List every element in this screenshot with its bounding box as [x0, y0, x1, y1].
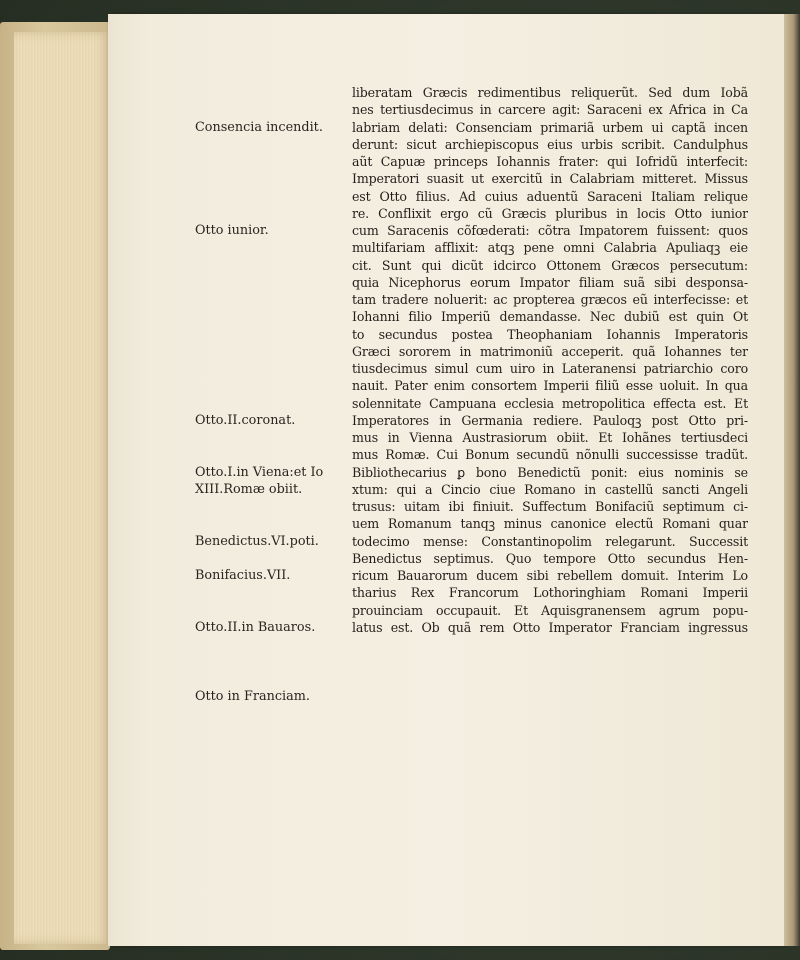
text-line: mus in Vienna Austrasiorum obiit. Et Iohãnes tertiusdeci — [352, 430, 748, 445]
text-line: multifariam afflixit: atqꝫ pene omni Calabria Apuliaqꝫ eie — [352, 240, 748, 256]
text-line: ricum Bauarorum ducem sibi rebellem domuit. Interim Lo — [352, 568, 748, 583]
text-line: todecimo mense: Constantinopolim relegarunt. Successit — [352, 533, 748, 549]
text-line: Græci sororem in matrimoniũ acceperit. quã Iohannes ter — [352, 343, 748, 359]
text-line: aũt Capuæ princeps Iohannis frater: qui Iofridũ interfecit: — [352, 154, 748, 169]
marginal-note: Otto.II.in Bauaros. — [195, 619, 316, 635]
text-line: trusus: uitam ibi finiuit. Suffectum Bonifaciũ septimum ci- — [352, 499, 748, 514]
text-line: tharius Rex Francorum Lothoringhiam Romani Imperii — [352, 585, 748, 601]
marginal-note: Otto iunior. — [195, 223, 269, 238]
text-line: tiusdecimus simul cum uiro in Lateranensi patriarchio coro — [352, 361, 748, 376]
text-line: cit. Sunt qui dicũt idcirco Ottonem Græcos persecutum: — [352, 257, 748, 273]
marginal-note: Benedictus.VI.poti. — [195, 533, 319, 549]
marginal-note: Otto.II.coronat. — [195, 412, 296, 428]
text-line: Iohanni filio Imperiũ demandasse. Nec dubiũ est quin Ot — [352, 309, 748, 325]
text-line: solennitate Campuana ecclesia metropolitica effecta est. Et — [352, 395, 748, 411]
book-spine — [784, 14, 800, 946]
text-line: re. Conflixit ergo cũ Græcis pluribus in locis Otto iunior — [352, 205, 748, 221]
text-line: cum Saracenis cõfœderati: cõtra Impatorem fuissent: quos — [352, 223, 748, 238]
text-line: quia Nicephorus eorum Impator filiam suã sibi desponsa- — [352, 274, 748, 290]
text-line: est Otto filius. Ad cuius aduentũ Saraceni Italiam relique — [352, 188, 748, 204]
text-line: Imperatores in Germania rediere. Pauloqꝫ post Otto pri- — [352, 412, 748, 428]
text-line: nauit. Pater enim consortem Imperii filiũ esse uoluit. In qua — [352, 378, 748, 394]
marginal-note: Bonifacius.VII. — [195, 568, 291, 583]
text-line: tam tradere noluerit: ac propterea græcos eũ interfecisse: et — [352, 292, 748, 307]
text-line: nes tertiusdecimus in carcere agit: Saraceni ex Africa in Ca — [352, 102, 748, 118]
text-line: Bibliothecarius ꝑ bono Benedictũ ponit: eius nominis se — [352, 464, 748, 480]
marginal-note: XIII.Romæ obiit. — [195, 481, 303, 497]
text-line: to secundus postea Theophaniam Iohannis Imperatoris — [352, 326, 748, 342]
text-line: derunt: sicut archiepiscopus eius urbis scribit. Candulphus — [352, 136, 748, 152]
page-stack-edge — [14, 32, 110, 944]
text-line: Benedictus septimus. Quo tempore Otto secundus Hen- — [352, 550, 748, 566]
marginal-note: Otto.I.in Viena:et Io — [195, 464, 324, 480]
text-line: latus est. Ob quã rem Otto Imperator Franciam ingressus — [352, 619, 748, 635]
text-line: Imperatori suasit ut exercitũ in Calabriam mitteret. Missus — [352, 171, 748, 187]
main-text-block — [352, 84, 748, 636]
text-line: mus Romæ. Cui Bonum secundũ nõnulli successisse tradũt. — [352, 447, 748, 463]
text-line: prouinciam occupauit. Et Aquisgranensem agrum popu- — [352, 602, 748, 618]
marginal-note: Consencia incendit. — [195, 119, 323, 135]
text-line: labriam delati: Consenciam primariã urbem ui captã incen — [352, 119, 748, 135]
text-line: liberatam Græcis redimentibus reliquerũt. Sed dum Iobã — [352, 85, 748, 100]
marginal-note: Otto in Franciam. — [195, 688, 310, 704]
text-line: uem Romanum tanqꝫ minus canonice electũ Romani quar — [352, 516, 748, 532]
text-line: xtum: qui a Cincio ciue Romano in castellũ sancti Angeli — [352, 481, 748, 497]
